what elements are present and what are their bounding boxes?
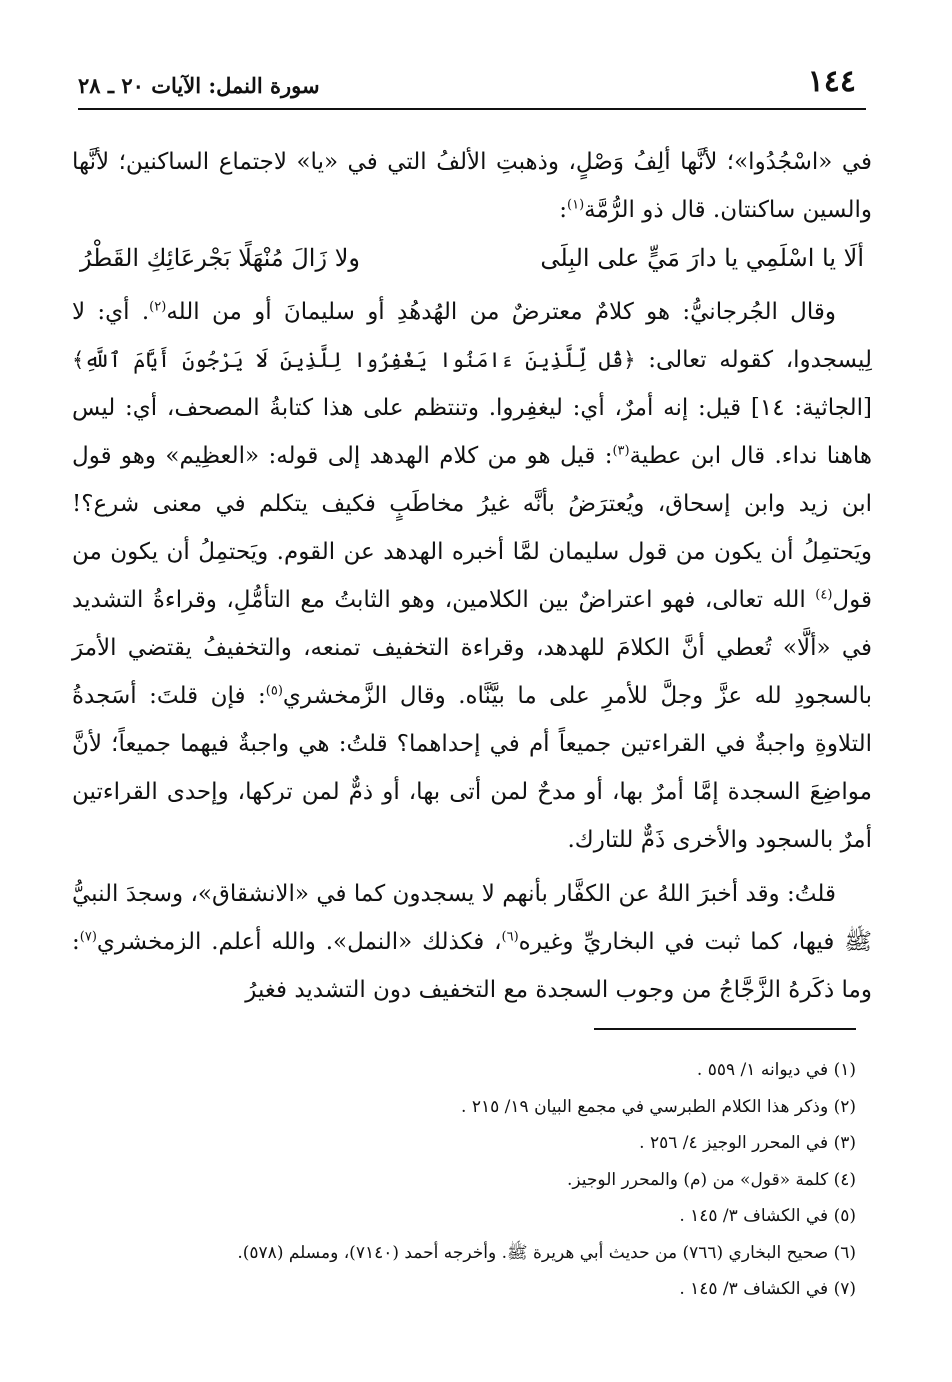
page-number: ١٤٤ <box>807 64 856 99</box>
paragraph-1: في «اسْجُدُوا»؛ لأنَّها ألِفُ وَصْلٍ، وذهبتِ الألفُ التي في «يا» لاجتماع الساكنين؛ لأنَّها والسين ساكنتان. قال ذو الرُّمَّة$^{(١)}$: <box>72 149 872 223</box>
verse-first-hemistich: ألَا يا اسْلَمِي يا دارَ مَيٍّ على البِلَى <box>540 244 864 272</box>
quran-verse: ﴿قُل لِّلَّذِينَ ءَامَنُوا يَغْفِرُوا لِلَّذِينَ لَا يَرْجُونَ أَيَّامَ ٱللَّهِ﴾ <box>72 348 636 372</box>
verse-second-hemistich: ولا زَالَ مُنْهَلًا بَجْرعَائِكِ القَطْرُ <box>80 244 360 272</box>
footnote-ref[interactable]: (٣) <box>612 443 630 459</box>
header-rule <box>78 108 866 110</box>
footnote-3: (٣) في المحرر الوجيز ٤/ ٢٥٦ . <box>639 1133 856 1153</box>
footnote-ref[interactable]: (٤) <box>815 587 833 603</box>
footnote-ref[interactable]: (٦) <box>501 929 519 945</box>
page-header <box>78 60 856 100</box>
poetry-verse <box>72 234 872 288</box>
surah-reference: [الجاثية: ١٤] <box>750 395 872 421</box>
footnote-1: (١) في ديوانه ١/ ٥٥٩ . <box>696 1060 856 1080</box>
footnote-2: (٢) وذكر هذا الكلام الطبرسي في مجمع البيان ١٩/ ٢١٥ . <box>461 1096 856 1117</box>
footnote-ref[interactable]: (٧) <box>79 929 97 945</box>
footnotes <box>90 1052 856 1308</box>
footnote-7: (٧) في الكشاف ٣/ ١٤٥ . <box>679 1279 856 1299</box>
footnote-rule <box>594 1028 856 1030</box>
footnote-4: (٤) كلمة «قول» من (م) والمحرر الوجيز. <box>566 1169 856 1190</box>
footnote-ref[interactable]: (٥) <box>265 683 283 699</box>
footnote-ref[interactable]: (٢) <box>149 299 167 315</box>
footnote-6: (٦) صحيح البخاري (٧٦٦) من حديث أبي هريرة ﷺ. وأخرجه أحمد (٧١٤٠)، ومسلم (٥٧٨). <box>237 1242 856 1263</box>
running-title: سورة النمل: الآيات ٢٠ ـ ٢٨ <box>78 73 320 98</box>
footnote-ref[interactable]: (١) <box>567 197 585 213</box>
main-text <box>72 138 872 1014</box>
paragraph-3: قلتُ: وقد أخبرَ اللهُ عن الكفَّار بأنهم لا يسجدون كما في «الانشقاق»، وسجدَ النبيُّ ﷺ فيها، كما ثبت في البخاريِّ وغيره$^{(٦)}$، فكذلك «النمل». والله أعلم. الزمخشري$^{(٧)}$: وما ذكَرهُ الزَّجَّاجُ من وجوب السجدة مع التخفيف دون التشديد فغيرُ <box>72 881 872 1003</box>
footnote-5: (٥) في الكشاف ٣/ ١٤٥ . <box>679 1206 856 1226</box>
paragraph-2: وقال الجُرجانيُّ: هو كلامٌ معترضٌ من الهُدهُدِ أو سليمانَ أو من الله$^{(٢)}$. أي: لا لِيسجدوا، كقوله تعالى: ﴿قُل لِّلَّذِينَ ءَامَنُوا يَغْفِرُوا لِلَّذِينَ لَا يَرْجُونَ أَيَّامَ ٱللَّهِ﴾ [الجاثية: ١٤] قيل: إنه أمرٌ، أي: ليغفِروا. وتنتظم على هذا كتابةُ المصحف، أي: ليس هاهنا نداء. قال ابن عطية$^{(٣)}$: قيل هو من كلام الهدهد إلى قوله: «العظِيم» وهو قول ابن زيد وابن إسحاق، ويُعترَضُ بأنَّه غيرُ مخاطَبٍ فكيف يتكلم في معنى شرع؟! ويَحتمِلُ أن يكون من قول سليمان لمَّا أخبره الهدهد عن القوم. ويَحتمِلُ أن يكون من قول$^{(٤)}$ الله تعالى، فهو اعتراضٌ بين الكلامين، وهو الثابتُ مع التأمُّلِ، وقراءةُ التشديد في «ألَّا» تُعطي أنَّ الكلامَ للهدهد، وقراءة التخفيف تمنعه، والتخفيفُ يقتضي الأمرَ بالسجودِ لله عزَّ وجلَّ للأمرِ على ما بيَّنَّاه. وقال الزَّمخشري$^{(٥)}$: فإن قلتَ: أسَجدةُ التلاوةِ واجبةٌ في القراءتين جميعاً أم في إحداهما؟ قلتُ: هي واجبةٌ فيهما جميعاً؛ لأنَّ مواضِعَ السجدة إمَّا أمرٌ بها، أو مدحٌ لمن أتى بها، أو ذمٌّ لمن تركها، وإحدى القراءتين أمرٌ بالسجود والأخرى ذَمٌّ للتارك. <box>72 299 873 853</box>
